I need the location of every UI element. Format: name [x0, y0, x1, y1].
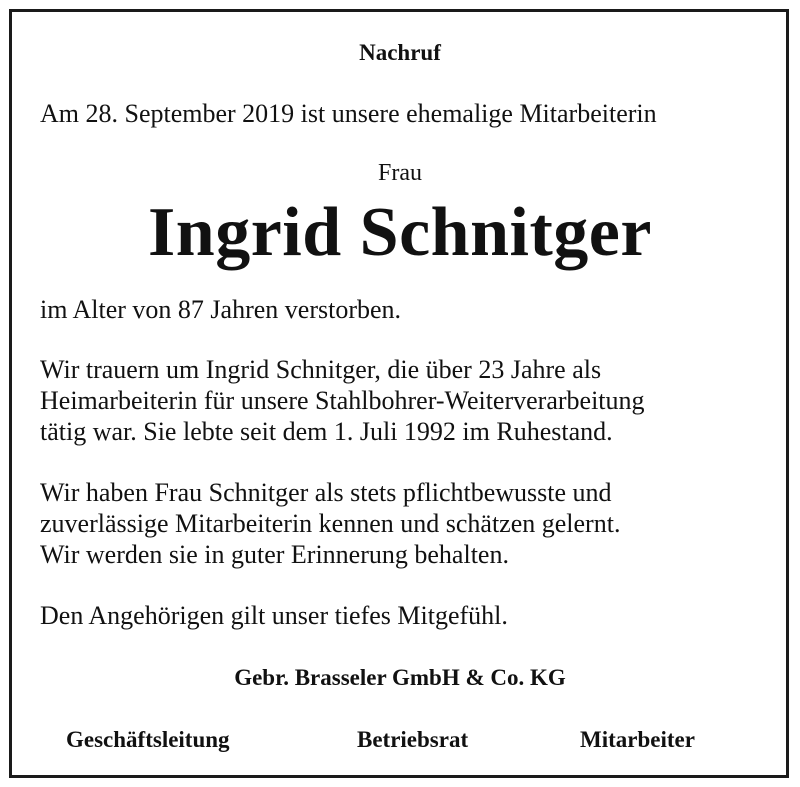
paragraph-tribute [40, 354, 780, 447]
paragraph-line: Wir werden sie in guter Erinnerung behalten. [40, 540, 509, 569]
paragraph-line: Wir haben Frau Schnitger als stets pflichtbewusste und [40, 478, 612, 507]
condolence-line: Den Angehörigen gilt unser tiefes Mitgefühl. [40, 601, 508, 630]
signatory-management: Geschäftsleitung [66, 727, 230, 752]
intro-line: Am 28. September 2019 ist unsere ehemalige Mitarbeiterin [40, 99, 657, 128]
signatory-employees: Mitarbeiter [580, 727, 695, 752]
paragraph-appreciation [40, 477, 780, 570]
deceased-name: Ingrid Schnitger [148, 194, 652, 271]
age-line: im Alter von 87 Jahren verstorben. [40, 295, 402, 324]
signatory-works-council: Betriebsrat [357, 727, 469, 752]
notice-heading: Nachruf [359, 40, 441, 65]
paragraph-line: tätig war. Sie lebte seit dem 1. Juli 1992 im Ruhestand. [40, 417, 613, 446]
company-name: Gebr. Brasseler GmbH & Co. KG [234, 665, 566, 690]
paragraph-line: Heimarbeiterin für unsere Stahlbohrer-Weiterverarbeitung [40, 386, 645, 415]
paragraph-line: Wir trauern um Ingrid Schnitger, die über 23 Jahre als [40, 355, 602, 384]
paragraph-line: zuverlässige Mitarbeiterin kennen und schätzen gelernt. [40, 509, 621, 538]
salutation: Frau [378, 160, 422, 186]
